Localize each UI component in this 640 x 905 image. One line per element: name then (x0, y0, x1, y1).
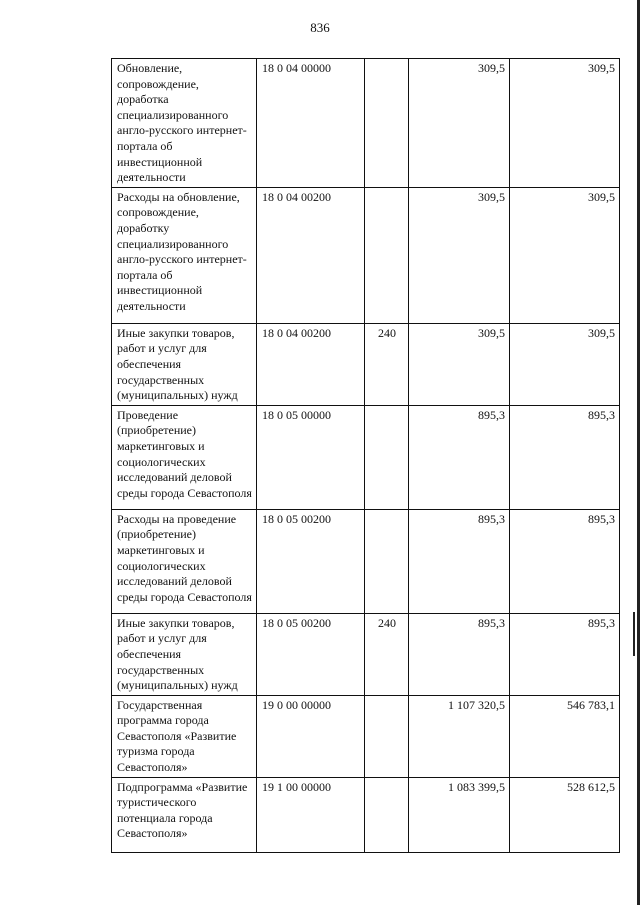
cell-sum-1: 1 107 320,5 (409, 695, 510, 777)
cell-name: Расходы на проведение (приобретение) маркетинговых и социологических исследований деловой среды города Севастополя (112, 509, 257, 613)
cell-sum-2: 309,5 (510, 323, 620, 405)
cell-sum-2: 309,5 (510, 187, 620, 323)
cell-target-code: 18 0 04 00200 (257, 323, 365, 405)
cell-target-code: 18 0 05 00200 (257, 613, 365, 695)
budget-table (111, 58, 620, 853)
cell-expense-kind (365, 187, 409, 323)
cell-expense-kind (365, 509, 409, 613)
cell-name: Иные закупки товаров, работ и услуг для обеспечения государственных (муниципальных) нужд (112, 613, 257, 695)
cell-expense-kind (365, 777, 409, 852)
cell-sum-2: 546 783,1 (510, 695, 620, 777)
cell-target-code: 19 1 00 00000 (257, 777, 365, 852)
cell-sum-1: 895,3 (409, 613, 510, 695)
cell-target-code: 19 0 00 00000 (257, 695, 365, 777)
cell-sum-1: 309,5 (409, 187, 510, 323)
cell-name: Иные закупки товаров, работ и услуг для обеспечения государственных (муниципальных) нужд (112, 323, 257, 405)
cell-name: Подпрограмма «Развитие туристического потенциала города Севастополя» (112, 777, 257, 852)
cell-sum-1: 309,5 (409, 323, 510, 405)
cell-target-code: 18 0 04 00000 (257, 59, 365, 188)
cell-expense-kind (365, 695, 409, 777)
cell-expense-kind (365, 405, 409, 509)
cell-sum-2: 895,3 (510, 613, 620, 695)
budget-table-body (112, 59, 620, 853)
margin-mark (633, 612, 635, 656)
cell-name: Государственная программа города Севастополя «Развитие туризма города Севастополя» (112, 695, 257, 777)
cell-name: Проведение (приобретение) маркетинговых и социологических исследований деловой среды города Севастополя (112, 405, 257, 509)
table-row (112, 323, 620, 405)
table-row (112, 613, 620, 695)
cell-expense-kind: 240 (365, 323, 409, 405)
cell-sum-1: 895,3 (409, 509, 510, 613)
table-row (112, 59, 620, 188)
cell-sum-1: 1 083 399,5 (409, 777, 510, 852)
table-row (112, 695, 620, 777)
cell-sum-2: 895,3 (510, 405, 620, 509)
table-row (112, 405, 620, 509)
cell-expense-kind (365, 59, 409, 188)
cell-name: Обновление, сопровождение, доработка специализированного англо-русского интернет-портала об инвестиционной деятельности (112, 59, 257, 188)
cell-name: Расходы на обновление, сопровождение, доработку специализированного англо-русского интернет-портала об инвестиционной деятельности (112, 187, 257, 323)
page-number: 836 (310, 20, 330, 35)
cell-sum-1: 309,5 (409, 59, 510, 188)
cell-target-code: 18 0 05 00000 (257, 405, 365, 509)
cell-expense-kind: 240 (365, 613, 409, 695)
cell-sum-1: 895,3 (409, 405, 510, 509)
table-row (112, 187, 620, 323)
cell-sum-2: 895,3 (510, 509, 620, 613)
cell-target-code: 18 0 04 00200 (257, 187, 365, 323)
cell-sum-2: 309,5 (510, 59, 620, 188)
cell-target-code: 18 0 05 00200 (257, 509, 365, 613)
table-row (112, 509, 620, 613)
table-row (112, 777, 620, 852)
cell-sum-2: 528 612,5 (510, 777, 620, 852)
